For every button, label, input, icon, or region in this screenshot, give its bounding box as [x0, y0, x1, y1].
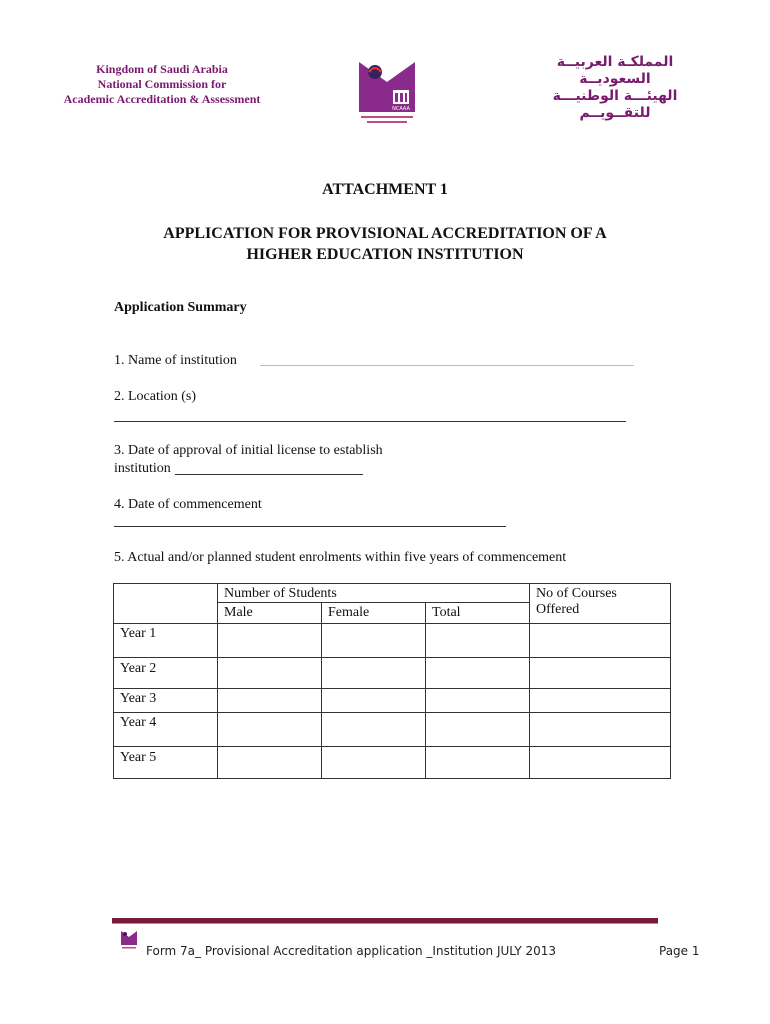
commencement-date-field[interactable]: [114, 526, 506, 527]
total-cell[interactable]: [426, 713, 530, 747]
year-label: Year 4: [114, 713, 218, 747]
footer-page-number: Page 1: [659, 944, 700, 958]
document-title-line: HIGHER EDUCATION INSTITUTION: [246, 246, 524, 263]
courses-header-line: Offered: [536, 602, 580, 617]
location-field[interactable]: [114, 421, 626, 422]
male-header: Male: [218, 603, 322, 624]
footer-logo-icon: [120, 930, 138, 950]
male-cell[interactable]: [218, 713, 322, 747]
male-cell[interactable]: [218, 689, 322, 713]
courses-cell[interactable]: [530, 658, 671, 689]
female-cell[interactable]: [322, 658, 426, 689]
logo-caption: NCAAA: [392, 106, 410, 112]
footer-form-name: Form 7a_ Provisional Accreditation application _Institution JULY 2013: [146, 944, 557, 958]
document-title: [0, 223, 770, 265]
question-3-label: 3. Date of approval of initial license to establish: [114, 443, 383, 458]
year-label: Year 3: [114, 689, 218, 713]
header-english: [52, 62, 272, 107]
female-cell[interactable]: [322, 624, 426, 658]
table-row: [114, 624, 671, 658]
question-1-label: 1. Name of institution: [114, 353, 237, 368]
header-english-line: National Commission for: [97, 77, 227, 91]
table-row: [114, 658, 671, 689]
courses-cell[interactable]: [530, 713, 671, 747]
header-english-line: Kingdom of Saudi Arabia: [96, 62, 228, 76]
number-of-students-header: Number of Students: [218, 584, 530, 603]
header-arabic-line: الهيئـــة الوطنيـــة: [552, 88, 678, 104]
courses-cell[interactable]: [530, 689, 671, 713]
attachment-title: ATTACHMENT 1: [322, 181, 448, 198]
courses-header-line: No of Courses: [536, 586, 617, 601]
header-arabic: [530, 54, 700, 122]
question-2-label: 2. Location (s): [114, 389, 197, 404]
male-cell[interactable]: [218, 747, 322, 779]
male-cell[interactable]: [218, 624, 322, 658]
table-corner-cell: [114, 584, 218, 624]
header-arabic-line: للتقــويــم: [579, 105, 651, 121]
courses-header: [530, 584, 671, 624]
total-cell[interactable]: [426, 624, 530, 658]
question-5-label: 5. Actual and/or planned student enrolments within five years of commencement: [114, 550, 567, 565]
table-row: [114, 689, 671, 713]
year-label: Year 1: [114, 624, 218, 658]
female-cell[interactable]: [322, 689, 426, 713]
female-cell[interactable]: [322, 747, 426, 779]
section-heading: Application Summary: [114, 300, 247, 315]
header-english-line: Academic Accreditation & Assessment: [63, 92, 261, 106]
table-row: [114, 713, 671, 747]
license-date-field[interactable]: [175, 474, 363, 475]
male-cell[interactable]: [218, 658, 322, 689]
document-title-line: APPLICATION FOR PROVISIONAL ACCREDITATION OF A: [163, 225, 607, 242]
total-cell[interactable]: [426, 747, 530, 779]
table-header-row: [114, 584, 671, 603]
year-label: Year 5: [114, 747, 218, 779]
header-arabic-line: السعوديــة: [579, 71, 651, 87]
table-row: [114, 747, 671, 779]
footer-divider: [112, 918, 658, 924]
total-header: Total: [426, 603, 530, 624]
female-header: Female: [322, 603, 426, 624]
question-3-label-cont: institution: [114, 461, 171, 476]
year-label: Year 2: [114, 658, 218, 689]
total-cell[interactable]: [426, 689, 530, 713]
female-cell[interactable]: [322, 713, 426, 747]
question-4-label: 4. Date of commencement: [114, 497, 262, 512]
enrolment-table: [113, 583, 671, 779]
courses-cell[interactable]: [530, 747, 671, 779]
institution-name-field[interactable]: [260, 365, 634, 366]
ncaaa-logo: [357, 60, 417, 130]
courses-cell[interactable]: [530, 624, 671, 658]
header-arabic-line: المملكـة العربيــة: [556, 54, 674, 70]
total-cell[interactable]: [426, 658, 530, 689]
